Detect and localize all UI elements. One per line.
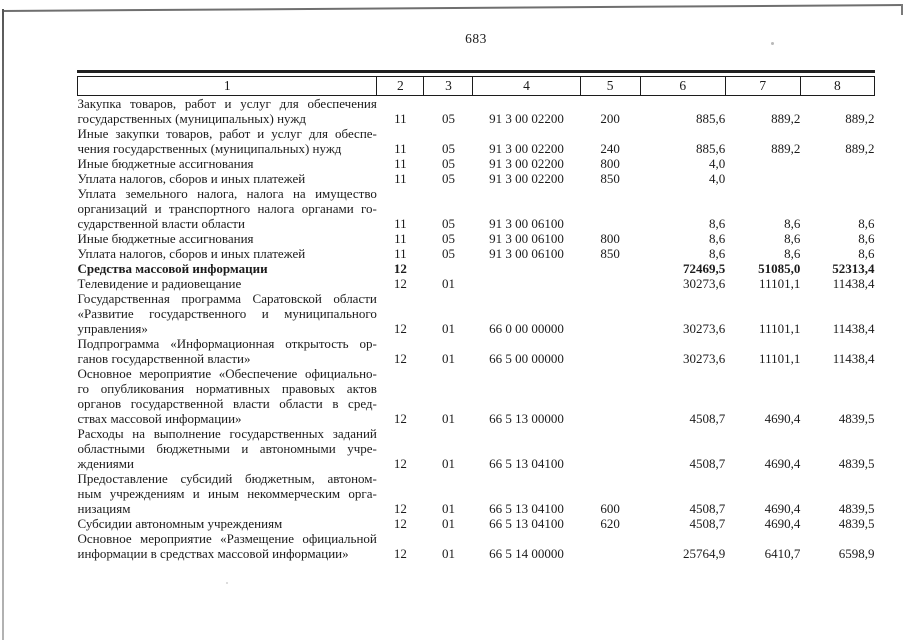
row-value-cell-col7: 889,2: [771, 111, 801, 126]
row-value-cell-col7: 4690,4: [764, 501, 801, 516]
row-value-cell-col3: 01: [441, 351, 455, 366]
row-value-cell-col4: 91 3 00 06100: [489, 231, 564, 246]
row-value-cell-col6: 30273,6: [683, 351, 726, 366]
page-number: 683: [465, 31, 487, 46]
row-value-cell-col2: 12: [393, 501, 407, 516]
row-value-cell-col6: 4508,7: [689, 501, 726, 516]
row-value-cell-col7: 11101,1: [759, 276, 801, 291]
row-value-cell-col3: 01: [441, 501, 455, 516]
table-row: [78, 126, 875, 156]
row-value-cell-col5: 800: [600, 156, 620, 171]
row-value-cell-col2: 12: [393, 261, 407, 276]
table-row: [78, 516, 875, 531]
row-value-cell-col7: 4690,4: [764, 456, 801, 471]
table-row: [78, 426, 875, 471]
row-value-cell-col2: 11: [394, 231, 407, 246]
row-value-cell-col2: 11: [394, 246, 407, 261]
table-row: [78, 291, 875, 336]
row-name-line: организаций и транспортного налога органами го-: [77, 201, 377, 216]
row-name-line: Подпрограмма «Информационная открытость ор-: [77, 336, 377, 351]
row-value-cell-col8: 11438,4: [832, 276, 875, 291]
row-value-cell-col3: 01: [441, 516, 455, 531]
row-value-cell-col5: 800: [600, 231, 620, 246]
row-name-cell: [78, 171, 377, 186]
row-value-cell-col2: 12: [393, 456, 407, 471]
row-name-line: низациям: [77, 501, 131, 516]
row-value-cell-col4: 66 5 13 04100: [489, 501, 564, 516]
row-name-cell: [78, 366, 377, 426]
row-name-line: Уплата налогов, сборов и иных платежей: [77, 246, 306, 261]
row-name-cell: [78, 531, 377, 561]
row-value-cell-col6: 8,6: [709, 216, 726, 231]
table-body: [78, 96, 875, 562]
row-value-cell-col7: 8,6: [784, 231, 801, 246]
row-value-cell-col7: 51085,0: [758, 261, 801, 276]
row-name-cell: [78, 426, 377, 471]
table-row: [78, 261, 875, 276]
row-name-cell: [78, 516, 377, 531]
row-value-cell-col3: 05: [441, 171, 455, 186]
row-value-cell-col6: 8,6: [709, 231, 726, 246]
column-header-1: 1: [78, 77, 377, 96]
budget-table: [77, 76, 875, 561]
row-value-cell-col4: 66 5 13 04100: [489, 456, 564, 471]
row-name-cell: [78, 186, 377, 231]
table-row: [78, 336, 875, 366]
row-name-line: го опубликования нормативных правовых актов: [77, 381, 377, 396]
row-value-cell-col8: [800, 156, 874, 171]
row-value-cell-col4: 91 3 00 06100: [489, 246, 564, 261]
row-value-cell-col5: [580, 336, 640, 366]
row-value-cell-col6: 30273,6: [683, 276, 726, 291]
row-value-cell-col3: 05: [441, 141, 455, 156]
table-row: [78, 231, 875, 246]
row-value-cell-col5: [580, 531, 640, 561]
row-value-cell-col7: 4690,4: [764, 411, 801, 426]
row-value-cell-col3: 05: [441, 231, 455, 246]
row-value-cell-col5: [580, 276, 640, 291]
row-value-cell-col8: 4839,5: [838, 501, 875, 516]
row-value-cell-col6: 4,0: [709, 156, 726, 171]
row-value-cell-col4: 66 5 13 00000: [489, 411, 564, 426]
row-value-cell-col2: 12: [393, 276, 407, 291]
row-name-line: информации в средствах массовой информации»: [77, 546, 349, 561]
row-value-cell-col8: 8,6: [858, 216, 875, 231]
row-value-cell-col5: [580, 366, 640, 426]
row-value-cell-col8: 889,2: [845, 111, 875, 126]
row-name-cell: [78, 156, 377, 171]
row-name-line: Иные закупки товаров, работ и услуг для обеспе-: [77, 126, 377, 141]
row-value-cell-col8: 4839,5: [838, 516, 875, 531]
row-name-line: управления»: [77, 321, 148, 336]
row-value-cell-col4: 66 5 14 00000: [489, 546, 564, 561]
row-value-cell-col5: [580, 291, 640, 336]
row-value-cell-col7: 11101,1: [759, 351, 801, 366]
column-header-6: 6: [640, 77, 725, 96]
row-value-cell-col3: 01: [441, 321, 455, 336]
row-value-cell-col8: 889,2: [845, 141, 875, 156]
row-value-cell-col3: [424, 261, 473, 276]
row-value-cell-col6: 4508,7: [689, 456, 726, 471]
scan-artifact-dot: [226, 582, 228, 584]
row-value-cell-col5: 850: [600, 171, 620, 186]
table-row: [78, 186, 875, 231]
scan-border-left: [2, 9, 4, 640]
row-value-cell-col4: 91 3 00 02200: [489, 111, 564, 126]
row-value-cell-col3: 01: [441, 276, 455, 291]
column-header-2: 2: [377, 77, 424, 96]
row-value-cell-col6: 4,0: [709, 171, 726, 186]
row-value-cell-col6: 72469,5: [683, 261, 726, 276]
row-value-cell-col7: 11101,1: [759, 321, 801, 336]
row-name-cell: [78, 126, 377, 156]
row-value-cell-col8: 4839,5: [838, 411, 875, 426]
row-name-line: Уплата налогов, сборов и иных платежей: [77, 171, 306, 186]
table-row: [78, 96, 875, 127]
row-value-cell-col7: 6410,7: [764, 546, 801, 561]
row-name-line: Расходы на выполнение государственных заданий: [77, 426, 377, 441]
row-value-cell-col8: 11438,4: [832, 321, 875, 336]
row-value-cell-col4: 66 0 00 00000: [489, 321, 564, 336]
column-header-4: 4: [473, 77, 580, 96]
row-value-cell-col8: 52313,4: [832, 261, 875, 276]
row-value-cell-col5: 240: [600, 141, 620, 156]
row-name-cell: [78, 336, 377, 366]
table-row: [78, 276, 875, 291]
row-value-cell-col7: 8,6: [784, 246, 801, 261]
row-name-line: «Развитие государственного и муниципального: [77, 306, 377, 321]
row-value-cell-col2: 12: [393, 321, 407, 336]
column-header-7: 7: [725, 77, 800, 96]
row-value-cell-col3: 05: [441, 216, 455, 231]
row-value-cell-col6: 25764,9: [683, 546, 726, 561]
row-value-cell-col6: 4508,7: [689, 516, 726, 531]
row-value-cell-col6: 885,6: [696, 111, 726, 126]
row-name-cell: [78, 276, 377, 291]
table-row: [78, 171, 875, 186]
row-value-cell-col4: 91 3 00 02200: [489, 141, 564, 156]
row-name-line: Предоставление субсидий бюджетным, автоном-: [77, 471, 377, 486]
row-name-line: Уплата земельного налога, налога на имущество: [77, 186, 377, 201]
row-value-cell-col6: 30273,6: [683, 321, 726, 336]
row-value-cell-col5: [580, 186, 640, 231]
row-value-cell-col2: 12: [393, 516, 407, 531]
row-value-cell-col4: [473, 261, 580, 276]
row-name-line: Иные бюджетные ассигнования: [77, 156, 254, 171]
table-row: [78, 471, 875, 516]
row-value-cell-col4: 91 3 00 02200: [489, 171, 564, 186]
row-value-cell-col8: [800, 171, 874, 186]
row-name-line: Основное мероприятие «Размещение официальной: [77, 531, 377, 546]
row-name-line: ждениями: [77, 456, 134, 471]
row-value-cell-col3: 01: [441, 546, 455, 561]
row-name-line: ствах массовой информации»: [77, 411, 242, 426]
row-value-cell-col3: 01: [441, 456, 455, 471]
row-value-cell-col5: 200: [600, 111, 620, 126]
row-value-cell-col7: 8,6: [784, 216, 801, 231]
row-name-line: Иные бюджетные ассигнования: [77, 231, 254, 246]
table-row: [78, 156, 875, 171]
table-row: [78, 366, 875, 426]
row-value-cell-col6: 4508,7: [689, 411, 726, 426]
row-name-line: областными бюджетными и автономными учре-: [77, 441, 377, 456]
row-value-cell-col3: 01: [441, 411, 455, 426]
row-value-cell-col3: 05: [441, 111, 455, 126]
row-value-cell-col2: 12: [393, 546, 407, 561]
row-value-cell-col4: 66 5 00 00000: [489, 351, 564, 366]
row-name-cell: [78, 246, 377, 261]
column-header-5: 5: [580, 77, 640, 96]
table-header-row: [78, 77, 875, 96]
row-value-cell-col5: [580, 426, 640, 471]
row-name-line: ным учреждениям и иным некоммерческим орга-: [77, 486, 377, 501]
row-value-cell-col7: 889,2: [771, 141, 801, 156]
row-value-cell-col3: 05: [441, 246, 455, 261]
table-header: [78, 77, 875, 96]
table-row: [78, 246, 875, 261]
row-value-cell-col8: 11438,4: [832, 351, 875, 366]
row-name-line: Государственная программа Саратовской области: [77, 291, 377, 306]
table-outer-top-border: [77, 70, 875, 73]
row-name-cell: [78, 231, 377, 246]
row-value-cell-col8: 6598,9: [838, 546, 875, 561]
row-name-line: государственных (муниципальных) нужд: [77, 111, 306, 126]
row-name-line: Средства массовой информации: [77, 261, 268, 276]
row-name-line: Основное мероприятие «Обеспечение официально-: [77, 366, 377, 381]
row-name-line: ганов государственной власти»: [77, 351, 251, 366]
row-value-cell-col3: 05: [441, 156, 455, 171]
row-name-line: Телевидение и радиовещание: [77, 276, 242, 291]
row-name-line: органов государственной власти области в сред-: [77, 396, 377, 411]
row-value-cell-col8: 8,6: [858, 231, 875, 246]
row-value-cell-col4: 91 3 00 06100: [489, 216, 564, 231]
row-value-cell-col2: 11: [394, 141, 407, 156]
scan-border-top: [2, 4, 903, 11]
row-value-cell-col2: 11: [394, 216, 407, 231]
row-name-line: Закупка товаров, работ и услуг для обеспечения: [77, 96, 377, 111]
row-value-cell-col4: [473, 276, 580, 291]
row-value-cell-col7: [725, 171, 800, 186]
row-value-cell-col2: 11: [394, 156, 407, 171]
row-value-cell-col2: 12: [393, 411, 407, 426]
row-name-cell: [78, 261, 377, 276]
row-value-cell-col2: 12: [393, 351, 407, 366]
column-header-3: 3: [424, 77, 473, 96]
column-header-8: 8: [800, 77, 874, 96]
row-value-cell-col7: 4690,4: [764, 516, 801, 531]
row-value-cell-col2: 11: [394, 171, 407, 186]
row-value-cell-col6: 885,6: [696, 141, 726, 156]
row-value-cell-col5: 600: [600, 501, 620, 516]
row-name-line: сударственной власти области: [77, 216, 245, 231]
row-name-cell: [78, 291, 377, 336]
row-value-cell-col5: 850: [600, 246, 620, 261]
row-value-cell-col5: [580, 261, 640, 276]
row-name-cell: [78, 471, 377, 516]
scan-border-right-stub: [901, 4, 903, 15]
table-row: [78, 531, 875, 561]
row-value-cell-col2: 11: [394, 111, 407, 126]
row-value-cell-col4: 91 3 00 02200: [489, 156, 564, 171]
row-value-cell-col7: [725, 156, 800, 171]
row-value-cell-col8: 4839,5: [838, 456, 875, 471]
row-name-line: чения государственных (муниципальных) нужд: [77, 141, 342, 156]
row-value-cell-col5: 620: [600, 516, 620, 531]
row-value-cell-col4: 66 5 13 04100: [489, 516, 564, 531]
row-name-cell: [78, 96, 377, 127]
row-name-line: Субсидии автономным учреждениям: [77, 516, 283, 531]
row-value-cell-col6: 8,6: [709, 246, 726, 261]
row-value-cell-col8: 8,6: [858, 246, 875, 261]
